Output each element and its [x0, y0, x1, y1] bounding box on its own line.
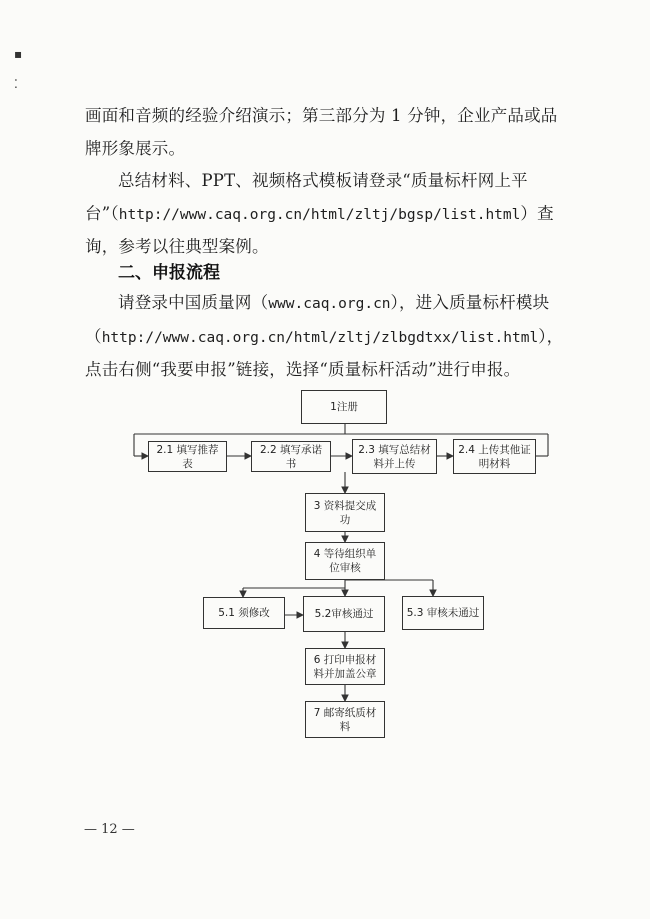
section-heading: 二、申报流程: [118, 263, 220, 283]
flow-step-print-and-stamp: 6 打印申报材料并加盖公章: [305, 648, 385, 685]
flow-step-submitted: 3 资料提交成功: [305, 493, 385, 532]
flow-step-needs-revision: 5.1 须修改: [203, 597, 285, 629]
template-url-link[interactable]: http://www.caq.org.cn/html/zltj/bgsp/list.html: [118, 206, 521, 223]
module-url-link[interactable]: http://www.caq.org.cn/html/zltj/zlbgdtxx/list.html: [101, 329, 539, 346]
paragraph-text: 画面和音频的经验介绍演示；第三部分为 1 分钟，企业产品或品牌形象展示。: [85, 106, 558, 158]
paragraph-text: ），进入质量标杆模块（: [85, 293, 550, 346]
paragraph-text: ），点击右侧“我要申报”链接，选择“质量标杆活动”进行申报。: [85, 326, 564, 380]
page-number: — 12 —: [84, 822, 135, 837]
flow-step-register: 1注册: [301, 390, 387, 424]
flow-step-rejected: 5.3 审核未通过: [402, 596, 484, 630]
paragraph-text: 总结材料、PPT、视频格式模板请登录“质量标杆网上平台”（: [85, 171, 528, 223]
flow-step-commitment-letter: 2.2 填写承诺书: [251, 441, 331, 472]
flow-step-upload-summary: 2.3 填写总结材料并上传: [352, 439, 437, 474]
flow-step-recommendation-form: 2.1 填写推荐表: [148, 441, 227, 472]
site-url-link[interactable]: www.caq.org.cn: [268, 296, 391, 312]
flow-step-approved: 5.2审核通过: [303, 596, 385, 632]
paragraph-text: ）查询，参考以往典型案例。: [85, 203, 554, 257]
flow-step-upload-proof: 2.4 上传其他证明材料: [453, 439, 536, 474]
flow-step-await-review: 4 等待组织单位审核: [305, 542, 385, 580]
binding-mark: ▪: [14, 47, 23, 61]
flow-step-mail-documents: 7 邮寄纸质材料: [305, 701, 385, 738]
binding-mark: ⁚: [14, 77, 18, 91]
paragraph-text: 请登录中国质量网（: [118, 293, 269, 312]
